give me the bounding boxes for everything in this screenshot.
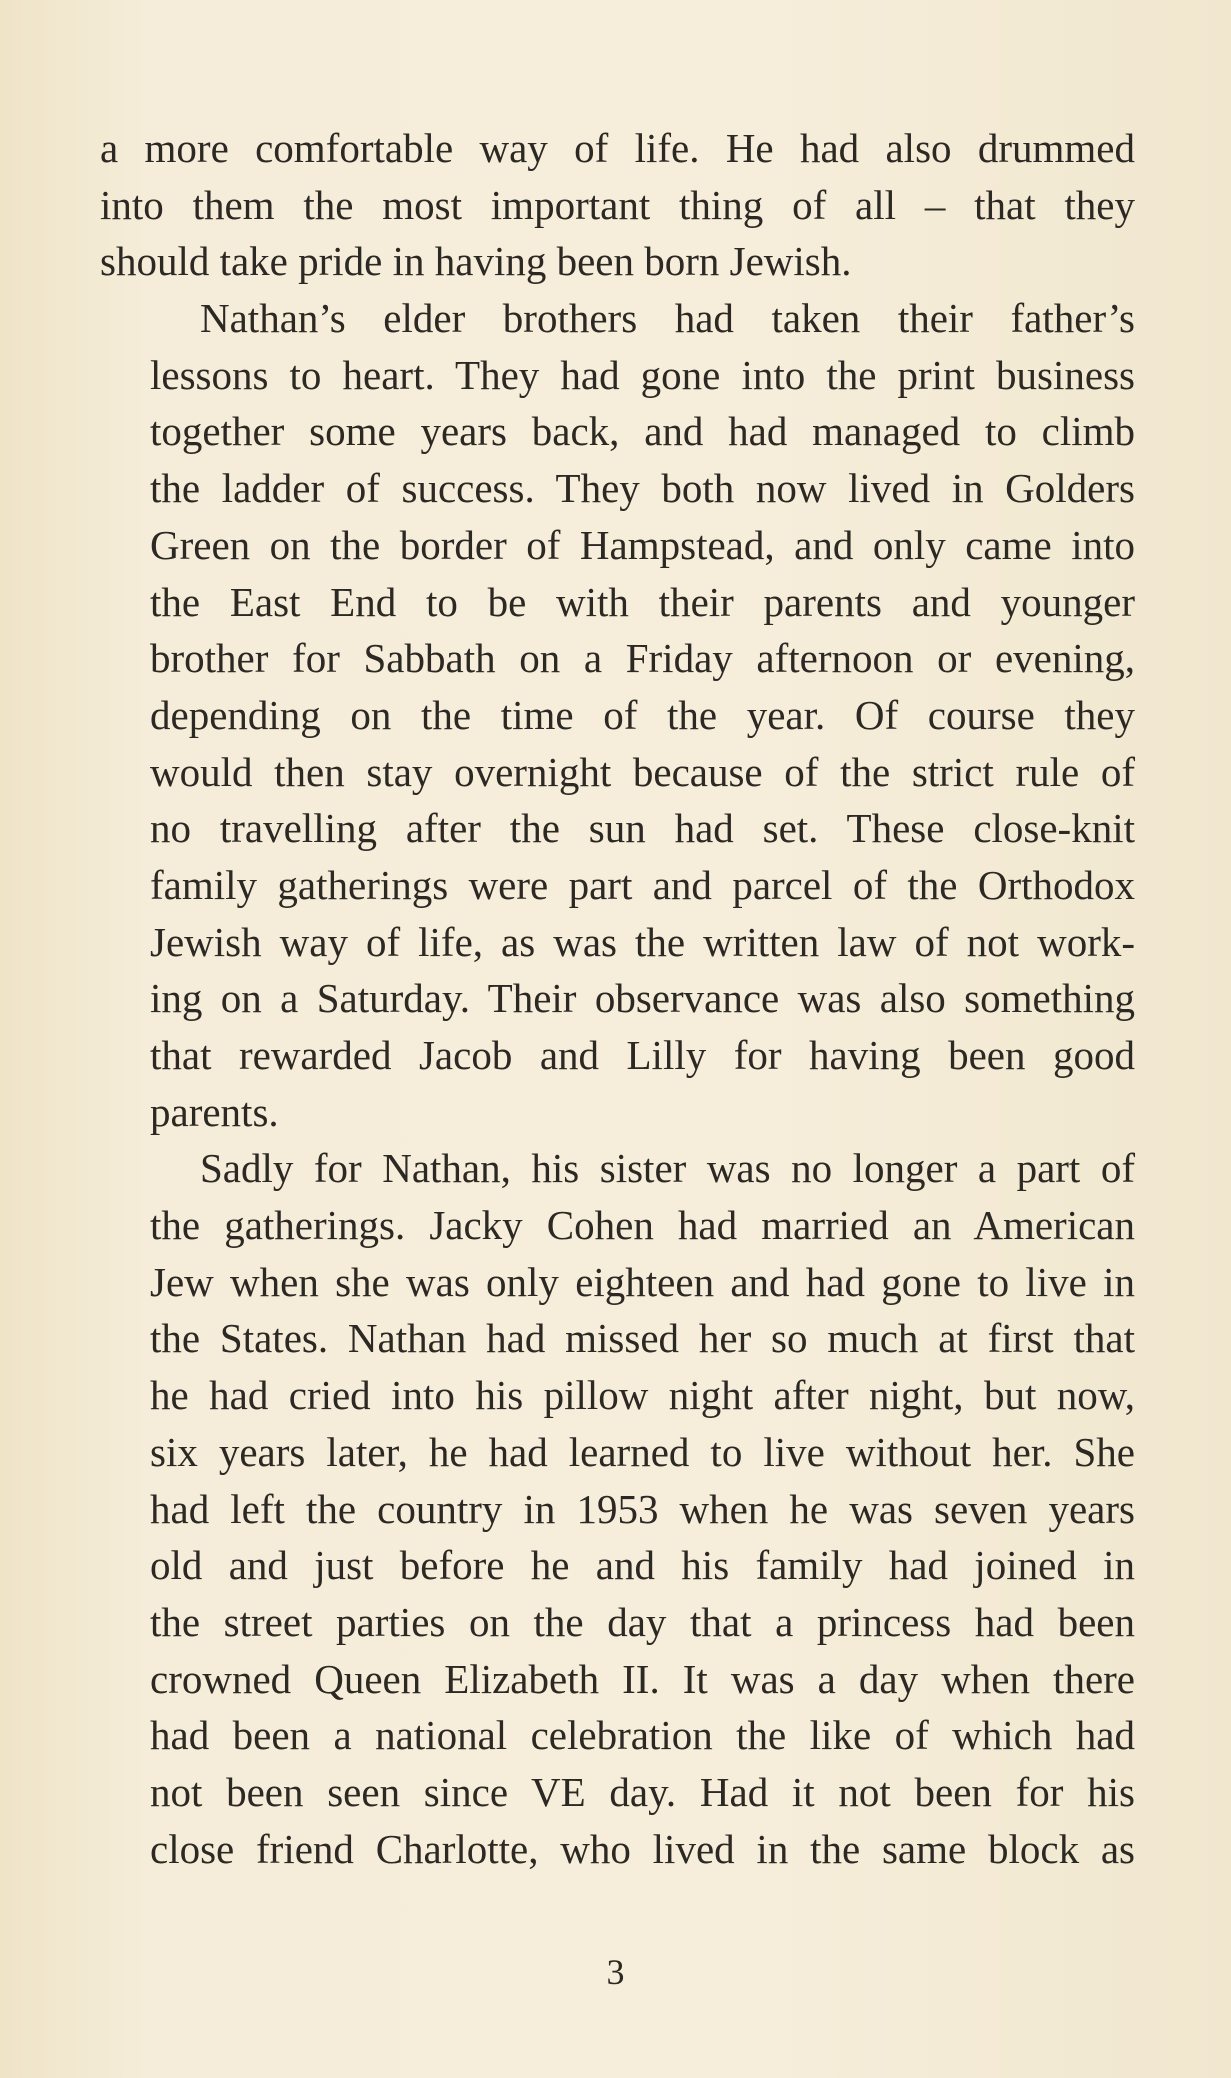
text-line: close friend Charlotte, who lived in the same block as (150, 1825, 1135, 1872)
paragraph-2 (100, 290, 1135, 1140)
text-line: ing on a Saturday. Their observance was also something (150, 975, 1135, 1022)
text-line: had been a national celebration the like of which had (150, 1712, 1135, 1759)
text-line: lessons to heart. They had gone into the print business (150, 351, 1135, 398)
text-line: not been seen since VE day. Had it not been for his (150, 1768, 1135, 1815)
text-line: would then stay overnight because of the strict rule of (150, 748, 1135, 795)
paragraph-3 (100, 1140, 1135, 1877)
text-line: should take pride in having been born Jewish. (100, 238, 852, 285)
text-line: the States. Nathan had missed her so much at first that (150, 1315, 1135, 1362)
text-line: into them the most important thing of all – that they (100, 181, 1135, 228)
text-line: Sadly for Nathan, his sister was no longer a part of (200, 1145, 1135, 1192)
text-line: the gatherings. Jacky Cohen had married an American (150, 1202, 1135, 1249)
text-line: that rewarded Jacob and Lilly for having been good (150, 1032, 1135, 1078)
text-line: family gatherings were part and parcel of the Orthodox (150, 861, 1135, 908)
text-line: Jewish way of life, as was the written law of not work- (150, 918, 1135, 965)
text-line: the ladder of success. They both now lived in Golders (150, 465, 1135, 512)
text-line: crowned Queen Elizabeth II. It was a day when there (150, 1655, 1135, 1702)
text-line: no travelling after the sun had set. These close-knit (150, 805, 1135, 852)
text-line: together some years back, and had managed to climb (150, 408, 1135, 455)
body-text (100, 120, 1135, 1877)
paragraph-1 (100, 120, 1135, 290)
text-line: Nathan’s elder brothers had taken their father’s (200, 295, 1135, 342)
text-line: parents. (150, 1088, 279, 1135)
text-line: he had cried into his pillow night after night, but now, (150, 1372, 1135, 1419)
text-line: Jew when she was only eighteen and had gone to live in (150, 1258, 1135, 1305)
text-line: had left the country in 1953 when he was seven years (150, 1485, 1135, 1532)
page-number: 3 (606, 1952, 625, 1992)
text-line: the East End to be with their parents and younger (150, 578, 1135, 625)
text-line: a more comfortable way of life. He had also drummed (100, 125, 1135, 171)
text-line: brother for Sabbath on a Friday afternoon or evening, (150, 635, 1135, 682)
text-line: depending on the time of the year. Of course they (150, 691, 1135, 738)
text-line: six years later, he had learned to live without her. She (150, 1428, 1135, 1475)
text-line: old and just before he and his family had joined in (150, 1542, 1135, 1589)
text-line: the street parties on the day that a princess had been (150, 1598, 1135, 1645)
text-line: Green on the border of Hampstead, and only came into (150, 521, 1135, 568)
